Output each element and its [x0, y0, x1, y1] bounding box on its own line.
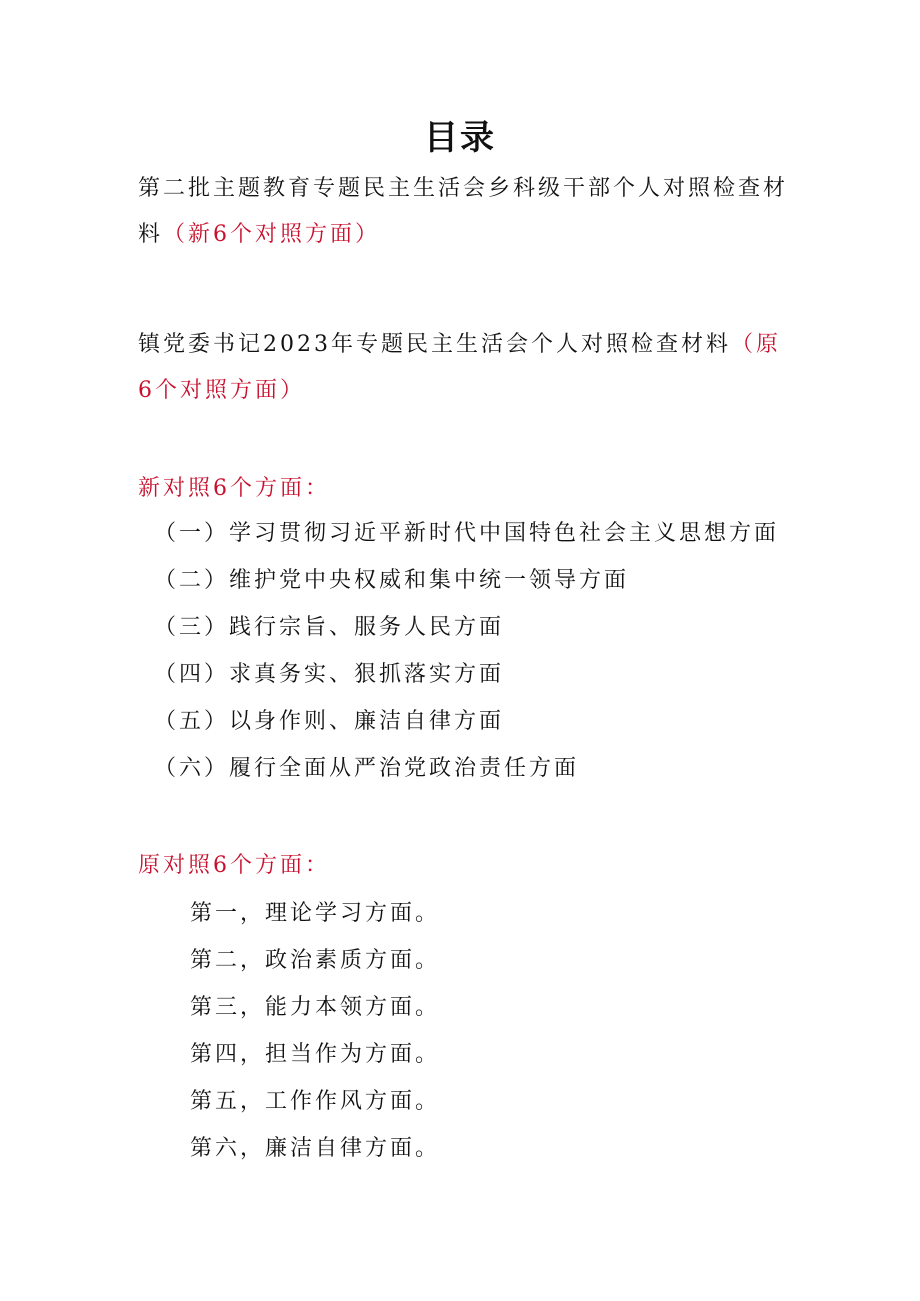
new-aspects-list: [154, 510, 779, 792]
toc-entry-1-note: （新6个对照方面）: [163, 222, 381, 247]
list-item: 第六，廉洁自律方面。: [190, 1136, 441, 1161]
toc-entry-1-title: 第二批主题教育专题民主生活会乡科级干部个人对照检查材料: [138, 176, 789, 247]
old-aspects-heading: 原对照6个方面：: [138, 853, 330, 878]
list-item: 第三，能力本领方面。: [190, 995, 441, 1020]
list-item: 第四，担当作为方面。: [190, 1042, 441, 1067]
list-item: 第一，理论学习方面。: [190, 901, 441, 926]
old-aspects-list: [190, 890, 440, 1172]
list-item: 第五，工作作风方面。: [190, 1089, 441, 1114]
new-aspects-heading: 新对照6个方面：: [138, 476, 330, 501]
list-item: （四）求真务实、狠抓落实方面: [154, 662, 505, 687]
toc-entry-1[interactable]: [138, 166, 788, 258]
toc-entry-2-title: 镇党委书记2023年专题民主生活会个人对照检查材料: [138, 332, 731, 357]
toc-entry-2-note: （原6个对照方面）: [138, 332, 782, 403]
list-item: （二）维护党中央权威和集中统一领导方面: [154, 568, 630, 593]
list-item: （六）履行全面从严治党政治责任方面: [154, 756, 580, 781]
page-title: 目录: [424, 118, 496, 158]
list-item: （三）践行宗旨、服务人民方面: [154, 615, 505, 640]
toc-entry-2[interactable]: [138, 322, 788, 414]
list-item: （五）以身作则、廉洁自律方面: [154, 709, 505, 734]
list-item: （一）学习贯彻习近平新时代中国特色社会主义思想方面: [154, 521, 780, 546]
list-item: 第二，政治素质方面。: [190, 948, 441, 973]
